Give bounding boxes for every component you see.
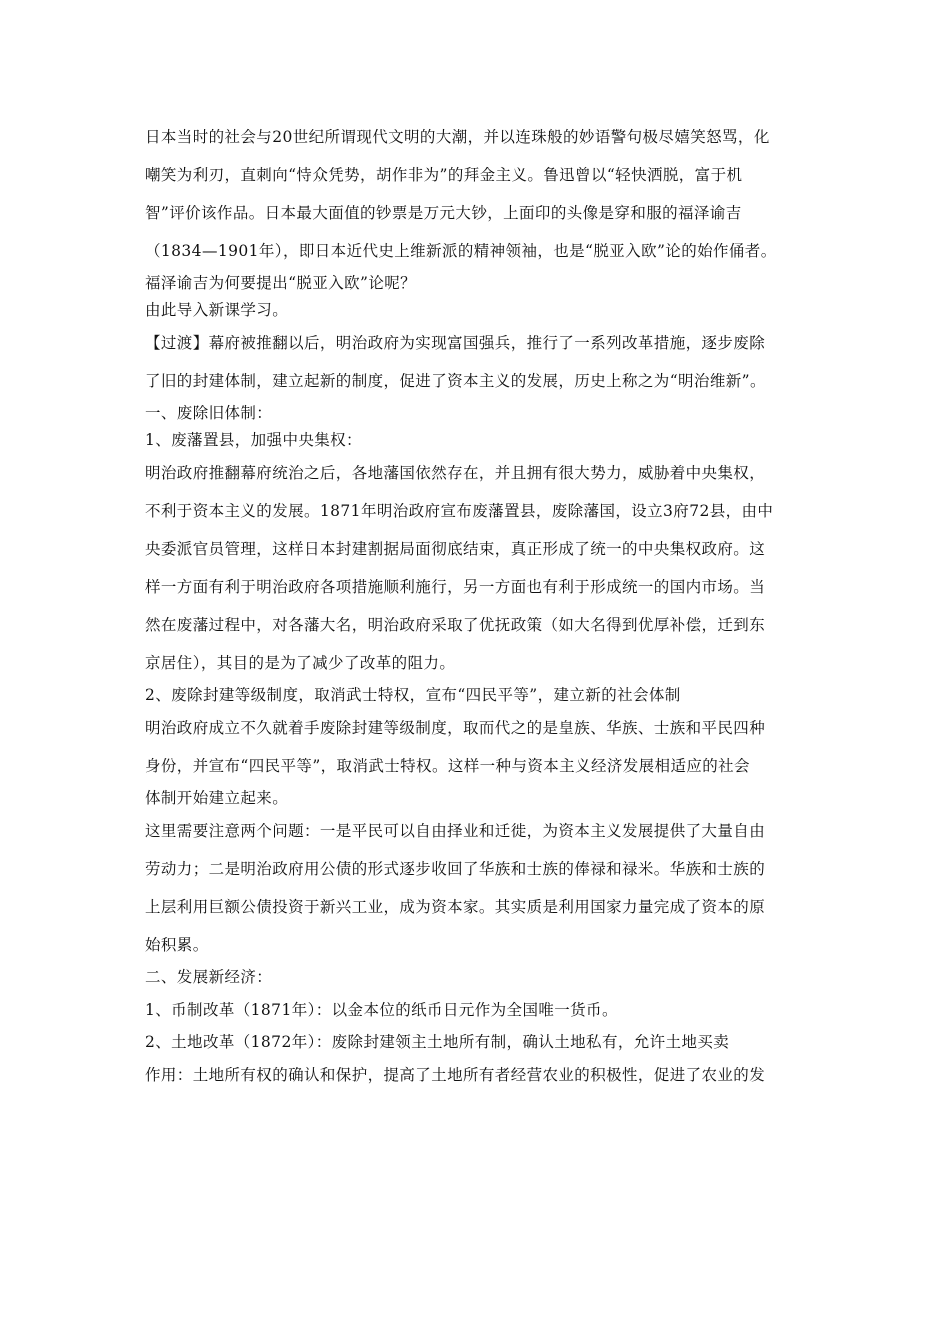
paragraph-line: 劳动力；二是明治政府用公债的形式逐步收回了华族和士族的俸禄和禄米。华族和士族的: [145, 860, 766, 878]
paragraph-line: 二、发展新经济：: [145, 968, 273, 986]
paragraph-line: 作用：土地所有权的确认和保护，提高了土地所有者经营农业的积极性，促进了农业的发: [145, 1066, 766, 1084]
paragraph-line: 嘲笑为利刃，直刺向“恃众凭势，胡作非为”的拜金主义。鲁迅曾以“轻快洒脱，富于机: [145, 166, 743, 184]
paragraph-line: 智”评价该作品。日本最大面值的钞票是万元大钞，上面印的头像是穿和服的福泽谕吉: [145, 204, 742, 222]
paragraph-line: 始积累。: [145, 936, 209, 954]
paragraph-line: 样一方面有利于明治政府各项措施顺利施行，另一方面也有利于形成统一的国内市场。当: [145, 578, 766, 596]
paragraph-line: 2、废除封建等级制度，取消武士特权，宣布“四民平等”，建立新的社会体制: [145, 686, 681, 704]
paragraph-line: 身份，并宣布“四民平等”，取消武士特权。这样一种与资本主义经济发展相适应的社会: [145, 757, 750, 775]
paragraph-line: 【过渡】幕府被推翻以后，明治政府为实现富国强兵，推行了一系列改革措施，逐步废除: [145, 334, 766, 352]
paragraph-line: 2、土地改革（1872年）：废除封建领主土地所有制，确认土地私有，允许土地买卖: [145, 1033, 730, 1051]
paragraph-line: 一、废除旧体制：: [145, 404, 273, 422]
paragraph-line: 日本当时的社会与20世纪所谓现代文明的大潮，并以连珠般的妙语警句极尽嬉笑怒骂，化: [145, 128, 770, 146]
paragraph-line: 由此导入新课学习。: [145, 301, 289, 319]
paragraph-line: （1834—1901年），即日本近代史上维新派的精神领袖，也是“脱亚入欧”论的始作俑者。: [145, 242, 777, 260]
paragraph-line: 央委派官员管理，这样日本封建割据局面彻底结束，真正形成了统一的中央集权政府。这: [145, 540, 766, 558]
paragraph-line: 上层利用巨额公债投资于新兴工业，成为资本家。其实质是利用国家力量完成了资本的原: [145, 898, 766, 916]
paragraph-line: 了旧的封建体制，建立起新的制度，促进了资本主义的发展，历史上称之为“明治维新”。: [145, 372, 766, 390]
paragraph-line: 福泽谕吉为何要提出“脱亚入欧”论呢？: [145, 274, 417, 292]
paragraph-line: 然在废藩过程中，对各藩大名，明治政府采取了优抚政策（如大名得到优厚补偿，迁到东: [145, 616, 766, 634]
paragraph-line: 不利于资本主义的发展。1871年明治政府宣布废藩置县，废除藩国，设立3府72县，由中: [145, 502, 774, 520]
document-body: [145, 118, 825, 1094]
paragraph-line: 京居住），其目的是为了减少了改革的阻力。: [145, 654, 456, 672]
paragraph-line: 1、废藩置县，加强中央集权：: [145, 431, 362, 449]
paragraph-line: 明治政府成立不久就着手废除封建等级制度，取而代之的是皇族、华族、士族和平民四种: [145, 719, 766, 737]
paragraph-line: 明治政府推翻幕府统治之后，各地藩国依然存在，并且拥有很大势力，威胁着中央集权，: [145, 464, 766, 482]
paragraph-line: 体制开始建立起来。: [145, 789, 289, 807]
paragraph-line: 这里需要注意两个问题：一是平民可以自由择业和迁徙，为资本主义发展提供了大量自由: [145, 822, 766, 840]
paragraph-line: 1、币制改革（1871年）：以金本位的纸币日元作为全国唯一货币。: [145, 1001, 618, 1019]
